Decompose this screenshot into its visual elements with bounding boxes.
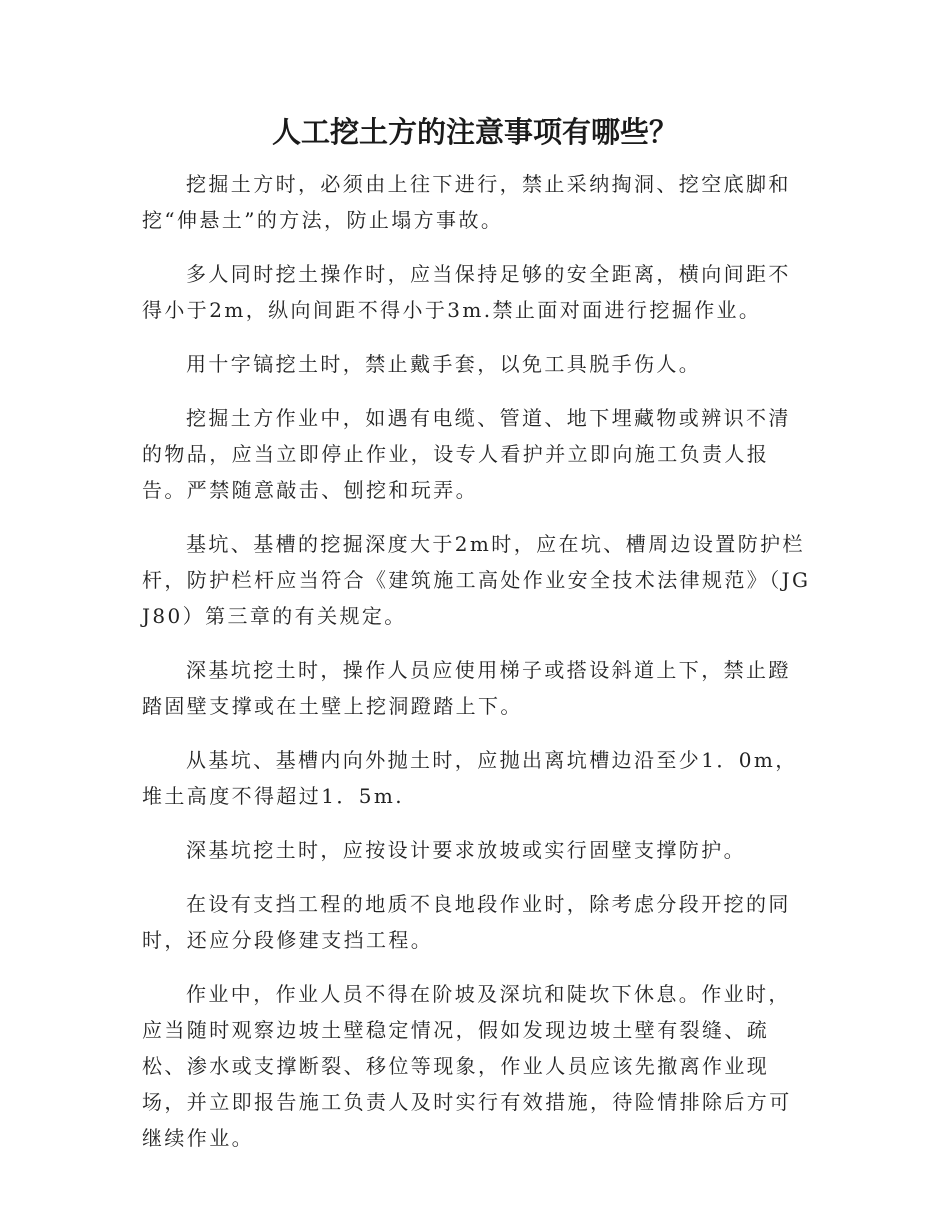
page-title: 人工挖土方的注意事项有哪些？ <box>271 115 678 149</box>
paragraph-3: 用十字镐挖土时，禁止戴手套，以免工具脱手伤人。 <box>186 352 702 376</box>
paragraph-7: 从基坑、基槽内向外抛土时，应抛出离坑槽边沿至少1．0m，堆土高度不得超过1．5m. <box>142 748 798 808</box>
paragraph-9: 在设有支挡工程的地质不良地段作业时，除考虑分段开挖的同时，还应分段修建支挡工程。 <box>142 892 791 952</box>
paragraph-10: 作业中，作业人员不得在阶坡及深坑和陡坎下休息。作业时，应当随时观察边坡土壁稳定情况，假如发现边坡土壁有裂缝、疏松、渗水或支撑断裂、移位等现象，作业人员应该先撤离作业现场，并立即报告施工负责人及时实行有效措施，待险情排除后方可继续作业。 <box>142 982 792 1150</box>
paragraph-8: 深基坑挖土时，应按设计要求放坡或实行固壁支撑防护。 <box>186 838 746 862</box>
paragraph-1: 挖掘土方时，必须由上往下进行，禁止采纳掏洞、挖空底脚和挖“伸悬土”的方法，防止塌方事故。 <box>142 172 791 232</box>
paragraph-6: 深基坑挖土时，操作人员应使用梯子或搭设斜道上下，禁止蹬踏固壁支撑或在土壁上挖洞蹬踏上下。 <box>142 658 791 718</box>
paragraph-2: 多人同时挖土操作时，应当保持足够的安全距离，横向间距不得小于2m，纵向间距不得小于3m.禁止面对面进行挖掘作业。 <box>142 262 791 322</box>
document-body <box>142 166 812 1174</box>
paragraph-5: 基坑、基槽的挖掘深度大于2m时，应在坑、槽周边设置防护栏杆，防护栏杆应当符合《建筑施工高处作业安全技术法律规范》（JGJ80）第三章的有关规定。 <box>142 532 811 628</box>
paragraph-4: 挖掘土方作业中，如遇有电缆、管道、地下埋藏物或辨识不清的物品，应当立即停止作业，设专人看护并立即向施工负责人报告。严禁随意敲击、刨挖和玩弄。 <box>142 406 791 502</box>
